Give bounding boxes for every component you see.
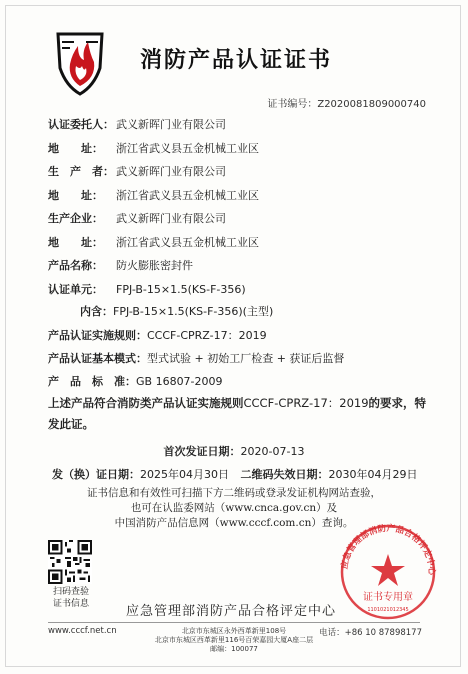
field-label: 生 产 者： [48,165,114,178]
field-label: 认证委托人： [48,118,114,131]
field-row-product-name [48,257,193,273]
issuing-authority: 应急管理部消防产品合格评定中心 [126,604,337,619]
certificate-title: 消防产品认证证书 [140,48,333,73]
qr-code[interactable] [48,540,92,584]
field-label: 产品认证基本模式： [48,352,147,365]
verify-line-1: 证书信息和有效性可扫描下方二维码或登录发证机构网站查验， [87,487,381,499]
qr-caption [48,586,94,610]
official-seal [333,520,443,620]
cert-no-label: 证书编号： [267,99,318,110]
footer-website[interactable]: www.cccf.net.cn [48,626,117,636]
field-row-cert-unit [48,281,246,297]
field-value: GB 16807-2009 [136,375,223,388]
seal-number: 1101021012345 [367,607,409,613]
field-label: 地 址： [48,236,103,249]
phone-label: 电话： [319,628,345,638]
field-row-includes [80,303,273,319]
qr-caption-line-1: 扫码查验 [52,587,89,597]
first-issue-date [0,443,468,459]
cert-no-value: Z2020081809000740 [317,99,426,110]
field-label: 地 址： [48,189,103,202]
field-row-enterprise-address [48,234,259,250]
field-value: 型式试验 + 初始工厂检查 + 获证后监督 [147,352,345,365]
field-value: 浙江省武义县五金机械工业区 [116,236,259,249]
verify-line-2: 也可在认监委网站（www.cnca.gov.cn）及 [130,502,338,514]
field-row-manufacturer [48,163,226,179]
field-label: 地 址： [48,142,103,155]
seal-center-text: 证书专用章 [363,592,413,603]
reissue-label: 发（换）证日期： [52,468,140,481]
field-label: 生产企业： [48,212,103,225]
field-row-production-enterprise [48,210,226,226]
footer-postcode: 邮编：100077 [210,645,258,653]
field-row-product-standard [48,373,223,389]
field-label: 内含： [80,305,113,318]
issue-and-expiry-dates [52,466,418,482]
footer-divider [48,622,420,623]
reissue-value: 2025年04月30日 [140,468,229,481]
statement-suffix: 的要求，特发此证。 [48,396,427,431]
statement-prefix: 上述产品符合消防类产品认证实施规则 [48,396,244,410]
field-label: 产 品 标 准： [48,375,136,388]
footer-address-1: 北京市东城区永外西革新里108号 [181,627,287,635]
seal-ring-text: 应急管理部消防产品合格评定中心 [339,523,437,576]
expiry-label: 二维码失效日期： [240,468,329,481]
field-row-applicant [48,116,226,132]
certificate-number [267,95,426,110]
field-row-implementation-rule [48,327,267,343]
first-issue-label: 首次发证日期： [163,445,241,458]
field-value: 浙江省武义县五金机械工业区 [116,142,259,155]
field-label: 认证单元： [48,283,103,296]
footer-address-2: 北京市东城区西革新里116号百荣嘉园大厦A座二层 [154,636,314,644]
field-label: 产品认证实施规则： [48,329,147,342]
verify-line-3: 中国消防产品信息网（www.cccf.com.cn）查询。 [114,517,354,529]
field-value: 武义新晖门业有限公司 [116,165,226,178]
field-value: 武义新晖门业有限公司 [116,118,226,131]
field-row-cert-mode [48,350,344,366]
field-label: 产品名称： [48,259,103,272]
field-value: 武义新晖门业有限公司 [116,212,226,225]
phone-value: +86 10 87898177 [344,628,422,638]
expiry-value: 2030年04月29日 [328,468,418,481]
field-value: 浙江省武义县五金机械工业区 [116,189,259,202]
conformity-statement [48,393,428,435]
first-issue-value: 2020-07-13 [240,445,305,458]
statement-rule: CCCF-CPRZ-17：2019 [243,396,369,410]
field-row-manufacturer-address [48,187,259,203]
field-value: FPJ-B-15×1.5(KS-F-356) [116,283,246,296]
qr-caption-line-2: 证书信息 [52,599,89,609]
field-value: 防火膨胀密封件 [116,259,193,272]
fire-logo-icon [54,28,106,96]
field-row-applicant-address [48,140,259,156]
field-value: FPJ-B-15×1.5(KS-F-356)(主型) [113,305,274,318]
field-value: CCCF-CPRZ-17：2019 [147,329,267,342]
